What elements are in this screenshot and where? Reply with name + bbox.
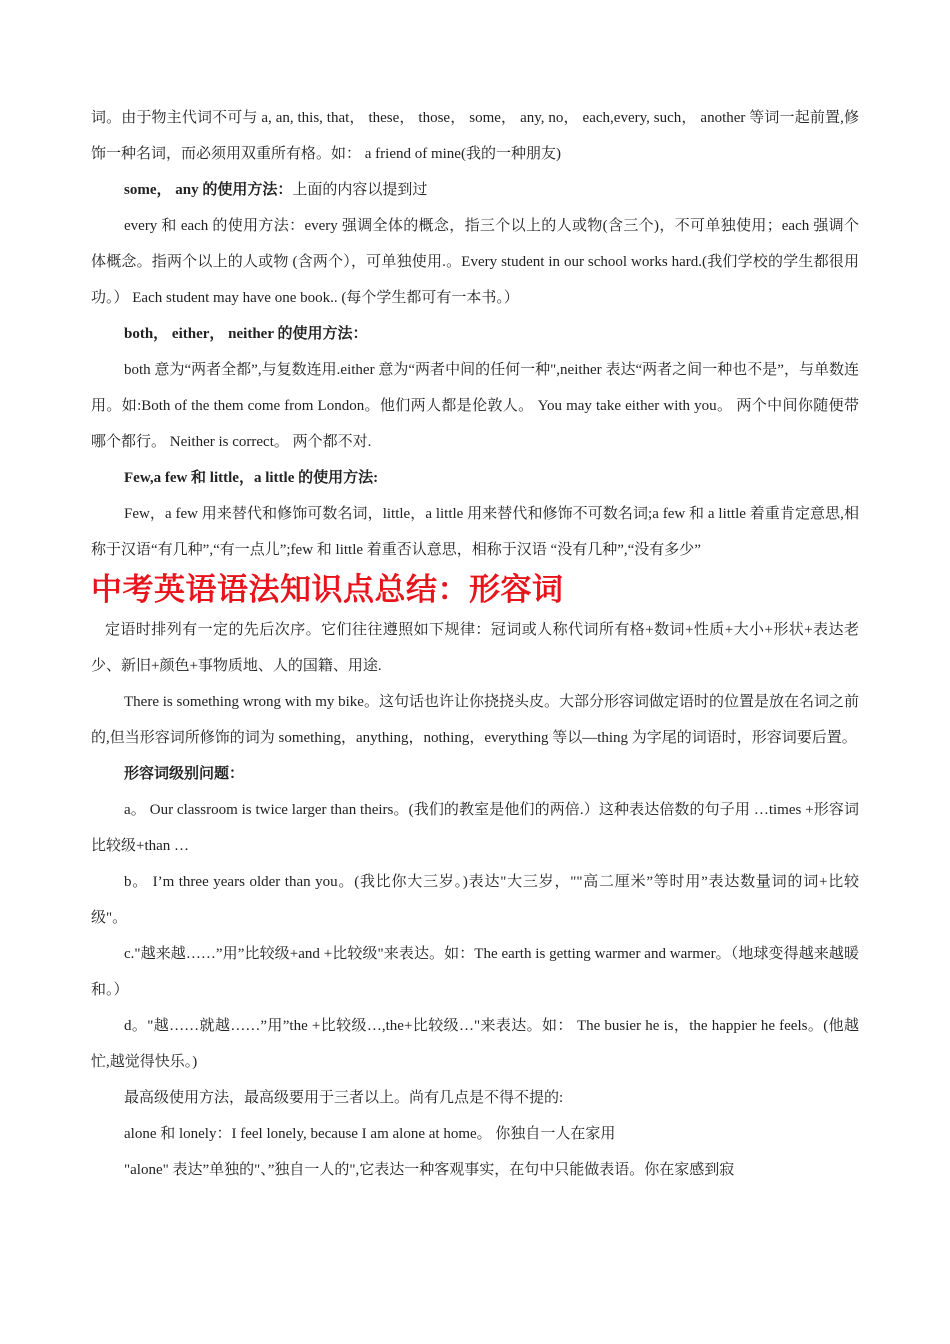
section-title: 中考英语语法知识点总结：形容词: [91, 572, 564, 608]
few-little-heading: Few,a few 和 little，a little 的使用方法:: [124, 470, 379, 486]
paragraph-double-possessive: 词。由于物主代词不可与 a, an, this, that， these， those， some， any, no， each,every, such， another 等词一起前置,修饰一种名词，而必须用双重所有格。如： a friend of mine(我的一种朋友): [91, 110, 859, 162]
paragraph-superlative: 最高级使用方法，最高级要用于三者以上。尚有几点是不得不提的:: [124, 1090, 564, 1106]
document-page: [91, 100, 859, 1188]
paragraph-some-any: [91, 172, 859, 208]
paragraph-adjective-order: 定语时排列有一定的先后次序。它们往往遵照如下规律：冠词或人称代词所有格+数词+性质+大小+形状+表达老少、新旧+颜色+事物质地、人的国籍、用途.: [91, 622, 859, 674]
both-either-neither-heading: both， either， neither 的使用方法：: [124, 326, 368, 342]
paragraph-both-either-neither: both 意为“两者全都”,与复数连用.either 意为“两者中间的任何一种",neither 表达“两者之间一种也不是”，与单数连用。如:Both of the them come from London。他们两人都是伦敦人。 You may take either with you。 两个中间你随便带哪个都行。 Neither is correct。 两个都不对.: [91, 362, 859, 450]
list-item: c."越来越……”用”比较级+and +比较级"来表达。如：The earth is getting warmer and warmer。（地球变得越来越暖和。）: [91, 946, 859, 998]
some-any-label: some， any 的使用方法：: [124, 182, 293, 198]
adjective-level-heading: 形容词级别问题：: [124, 766, 245, 782]
list-item: a。 Our classroom is twice larger than theirs。(我们的教室是他们的两倍.）这种表达倍数的句子用 …times +形容词比较级+than …: [91, 802, 859, 854]
list-item: b。 I’m three years older than you。(我比你大三岁。)表达"大三岁，""高二厘米”等时用”表达数量词的词+比较级"。: [91, 874, 859, 926]
some-any-text: 上面的内容以提到过: [292, 182, 428, 198]
paragraph-every-each: every 和 each 的使用方法：every 强调全体的概念，指三个以上的人或物(含三个)，不可单独使用；each 强调个体概念。指两个以上的人或物 (含两个），可单独使用.。Every student in our school works hard.(我们学校的学生都很用功。） Each student may have one book.. (每个学生都可有一本书。）: [91, 218, 859, 306]
paragraph-few-little: Few，a few 用来替代和修饰可数名词，little，a little 用来替代和修饰不可数名词;a few 和 a little 着重肯定意思,相称于汉语“有几种”,“有一点儿”;few 和 little 着重否认意思，相称于汉语 “没有几种”,“没有多少”: [91, 506, 859, 558]
paragraph-alone-definition: "alone" 表达”单独的"、”独自一人的",它表达一种客观事实，在句中只能做表语。你在家感到寂: [124, 1162, 735, 1178]
paragraph-alone-lonely: alone 和 lonely：I feel lonely, because I am alone at home。 你独自一人在家用: [124, 1126, 616, 1142]
paragraph-something: There is something wrong with my bike。这句话也许让你挠挠头皮。大部分形容词做定语时的位置是放在名词之前的,但当形容词所修饰的词为 something，anything，nothing，everything 等以—thing 为字尾的词语时，形容词要后置。: [91, 694, 859, 746]
list-item: d。"越……就越……”用”the +比较级…,the+比较级…"来表达。如： The busier he is，the happier he feels。(他越忙,越觉得快乐。): [91, 1018, 859, 1070]
